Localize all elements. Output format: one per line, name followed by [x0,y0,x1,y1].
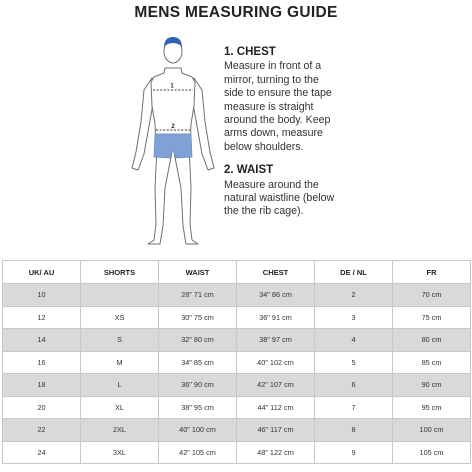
table-cell: 4 [315,329,393,352]
table-cell: S [81,329,159,352]
table-cell: 22 [3,419,81,442]
measuring-instructions [224,46,464,219]
chest-line: mirror, turning to the [224,73,319,86]
column-header: CHEST [237,261,315,284]
table-cell: 30" 75 cm [159,306,237,329]
waist-line: the the rib cage). [224,205,304,218]
table-cell: 44" 112 cm [237,396,315,419]
left-leg [148,146,172,244]
table-row [3,284,471,307]
body-figure-illustration [118,28,228,250]
table-cell: 2 [315,284,393,307]
table-cell: 40" 100 cm [159,419,237,442]
waist-heading: 2. WAIST [224,164,274,177]
table-cell: 95 cm [393,396,471,419]
right-arm [193,78,214,170]
shorts [154,134,192,158]
table-cell: 3XL [81,441,159,464]
column-header: UK/ AU [3,261,81,284]
table-cell: 34" 85 cm [159,351,237,374]
table-row [3,374,471,397]
table-cell: 14 [3,329,81,352]
right-leg [174,146,198,244]
chest-instruction [224,46,464,154]
column-header: DE / NL [315,261,393,284]
page-title: MENS MEASURING GUIDE [134,4,338,21]
table-cell: 100 cm [393,419,471,442]
chest-line: side to ensure the tape [224,87,332,100]
table-cell: 36" 90 cm [159,374,237,397]
table-cell: 38" 95 cm [159,396,237,419]
table-cell: 24 [3,441,81,464]
table-cell: 75 cm [393,306,471,329]
table-cell: 85 cm [393,351,471,374]
table-cell [81,284,159,307]
chest-heading: 1. CHEST [224,46,276,58]
table-cell: 42" 105 cm [159,441,237,464]
table-row [3,329,471,352]
waist-marker-label: 2 [171,124,175,130]
chest-line: around the body. Keep [224,114,331,127]
table-cell: L [81,374,159,397]
table-cell: 105 cm [393,441,471,464]
waist-line: natural waistline (below [224,192,335,205]
table-cell: 36" 91 cm [237,306,315,329]
table-cell: 38" 97 cm [237,329,315,352]
table-cell: XS [81,306,159,329]
chest-line: below shoulders. [224,140,304,153]
table-cell: M [81,351,159,374]
table-cell: 90 cm [393,374,471,397]
table-cell: 70 cm [393,284,471,307]
column-header: FR [393,261,471,284]
table-cell: 80 cm [393,329,471,352]
chest-line: arms down, measure [224,127,323,140]
table-row [3,419,471,442]
table-cell: 12 [3,306,81,329]
table-cell: 40" 102 cm [237,351,315,374]
size-chart-table [2,260,471,464]
table-row [3,306,471,329]
table-cell: XL [81,396,159,419]
table-cell: 3 [315,306,393,329]
table-cell: 9 [315,441,393,464]
table-cell: 18 [3,374,81,397]
table-cell: 42" 107 cm [237,374,315,397]
table-cell: 48" 122 cm [237,441,315,464]
table-cell: 32" 80 cm [159,329,237,352]
table-cell: 7 [315,396,393,419]
table-cell: 8 [315,419,393,442]
waist-instruction [224,164,464,219]
waist-line: Measure around the [224,178,319,191]
table-cell: 46" 117 cm [237,419,315,442]
table-row [3,396,471,419]
table-row [3,351,471,374]
table-cell: 6 [315,374,393,397]
chest-marker-label: 1 [170,83,174,90]
table-cell: 5 [315,351,393,374]
table-cell: 20 [3,396,81,419]
table-row [3,441,471,464]
table-header-row [3,261,471,284]
table-cell: 28" 71 cm [159,284,237,307]
chest-line: Measure in front of a [224,60,322,73]
column-header: SHORTS [81,261,159,284]
table-cell: 10 [3,284,81,307]
table-cell: 34" 86 cm [237,284,315,307]
column-header: WAIST [159,261,237,284]
table-cell: 2XL [81,419,159,442]
table-cell: 16 [3,351,81,374]
chest-line: measure is straight [224,100,314,113]
left-arm [132,78,153,170]
